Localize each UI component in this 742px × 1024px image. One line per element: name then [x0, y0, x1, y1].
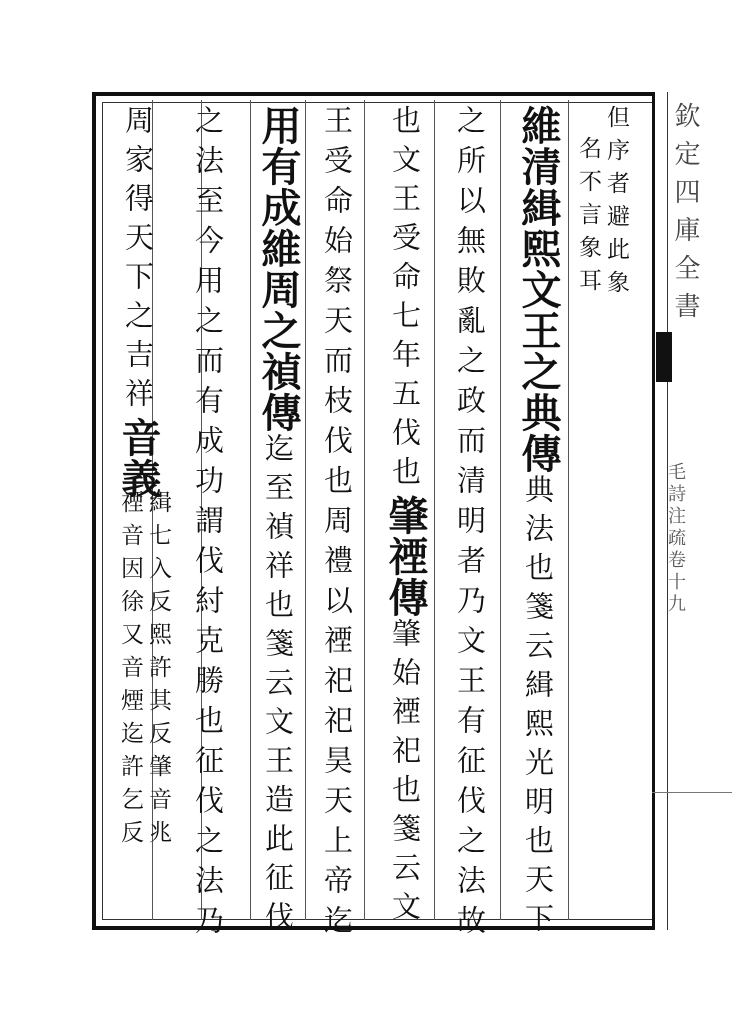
column-rule — [305, 100, 306, 920]
column-rule — [434, 100, 435, 920]
commentary-text: 之所以無敗亂之政而清明者乃文王有征伐之法故 — [453, 105, 487, 945]
text-segment: 名不言象耳 — [575, 136, 601, 301]
column-c1 — [604, 105, 627, 303]
column-rule — [250, 100, 251, 920]
edge-side-title: 毛詩注疏卷十九 — [665, 462, 686, 616]
column-rule — [364, 100, 365, 920]
verse-text: 肇禋傳 — [382, 495, 429, 618]
verse-text: 用有成維周之禎傳 — [255, 105, 302, 433]
column-c5 — [320, 105, 354, 945]
commentary-text: 典法也箋云緝熙光明也天下 — [521, 474, 555, 942]
note-text: 緝七入反熙許其反肇音兆 — [145, 490, 171, 853]
column-c2 — [515, 105, 562, 942]
commentary-text: 迄至禎祥也箋云文王造此征伐 — [261, 433, 295, 940]
column-c6 — [255, 105, 302, 940]
fishtail-mark — [656, 332, 672, 382]
column-c8a — [146, 490, 169, 853]
column-c4 — [382, 105, 429, 930]
commentary-text: 肇始禋祀也箋云文 — [388, 618, 422, 930]
column-c7 — [191, 105, 225, 945]
commentary-text: 王受命始祭天而枝伐也周禮以禋祀祀昊天上帝迄 — [320, 105, 354, 945]
page-fold-edge — [652, 92, 742, 930]
note-text: 禋音因徐又音煙迄許乞反 — [117, 490, 143, 853]
edge-divider — [652, 792, 732, 793]
text-segment: 但序者避此象 — [603, 105, 629, 303]
column-rule — [568, 100, 569, 920]
column-rule — [500, 100, 501, 920]
edge-title: 欽定四庫全書 — [670, 102, 700, 330]
column-c8 — [115, 105, 162, 499]
inner-frame — [102, 102, 652, 920]
column-c1b — [576, 136, 599, 301]
heading-yinyi: 音義 — [115, 417, 162, 499]
commentary-text: 之法至今用之而有成功謂伐紂克勝也征伐之法乃 — [191, 105, 225, 945]
verse-text: 維清緝熙文王之典傳 — [515, 105, 562, 474]
commentary-text: 周家得天下之吉祥 — [121, 105, 155, 417]
commentary-text: 也文王受命七年五伐也 — [388, 105, 422, 495]
column-c8b — [118, 490, 141, 853]
column-c3 — [453, 105, 487, 945]
